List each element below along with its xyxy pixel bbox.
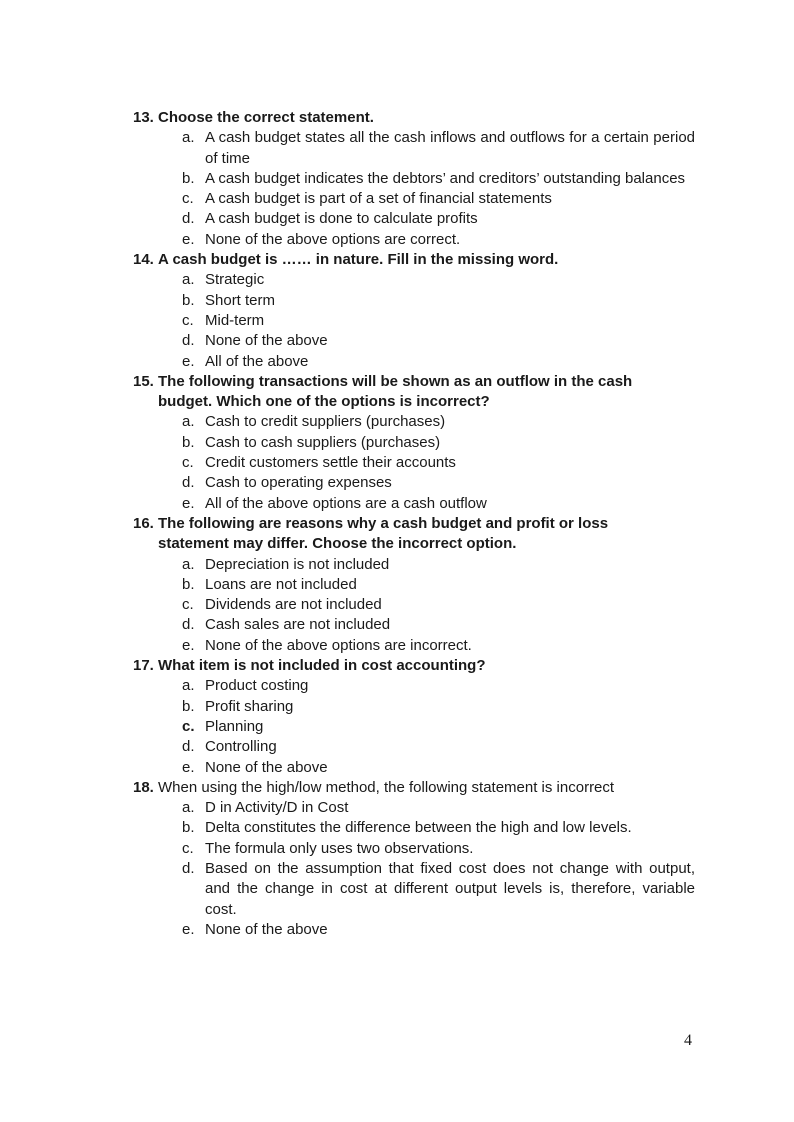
option-text: Cash to credit suppliers (purchases) [205, 413, 446, 431]
option-letter: c. [182, 717, 195, 735]
option-text: None of the above options are correct. [205, 230, 461, 248]
option-a [182, 270, 703, 290]
option-letter: d. [182, 738, 195, 756]
question-17 [133, 656, 703, 778]
option-letter: d. [182, 616, 195, 634]
option-letter: d. [182, 332, 195, 350]
question-heading [133, 108, 703, 128]
question-text: What item is not included in cost accounting? [158, 657, 486, 675]
option-text: None of the above options are incorrect. [205, 636, 472, 654]
option-c [182, 839, 703, 859]
option-a [182, 676, 703, 696]
option-letter: d. [182, 474, 195, 492]
option-letter: e. [182, 758, 195, 776]
option-d [182, 737, 703, 757]
option-letter: a. [182, 799, 195, 817]
option-text: Dividends are not included [205, 596, 382, 614]
option-letter: b. [182, 697, 195, 715]
option-letter: a. [182, 677, 195, 695]
option-letter: e. [182, 920, 195, 938]
option-a [182, 555, 703, 575]
option-letter: d. [182, 859, 195, 877]
option-text: Credit customers settle their accounts [205, 454, 456, 472]
option-c [182, 311, 703, 331]
option-letter: e. [182, 494, 195, 512]
option-text: Short term [205, 291, 276, 309]
question-text: The following transactions will be shown as an outflow in the cash budget. Which one of the options is incorrect? [158, 372, 633, 411]
option-text: Controlling [205, 738, 277, 756]
option-b [182, 818, 703, 838]
option-e [182, 494, 703, 514]
option-text: A cash budget states all the cash inflows and outflows for a certain period of time [205, 129, 695, 167]
question-heading [133, 250, 703, 270]
option-letter: c. [182, 311, 194, 329]
option-letter: d. [182, 210, 195, 228]
option-b [182, 575, 703, 595]
question-number: 15. [133, 372, 154, 390]
option-text: Loans are not included [205, 575, 357, 593]
option-e [182, 920, 703, 940]
option-d [182, 209, 703, 229]
option-letter: b. [182, 291, 195, 309]
question-16 [133, 514, 703, 656]
option-text: All of the above options are a cash outflow [205, 494, 487, 512]
option-letter: c. [182, 454, 194, 472]
option-b [182, 291, 703, 311]
option-letter: c. [182, 190, 194, 208]
question-text: The following are reasons why a cash budget and profit or loss statement may differ. Choose the incorrect option. [158, 514, 609, 553]
option-text: None of the above [205, 758, 328, 776]
option-text: D in Activity/D in Cost [205, 799, 349, 817]
question-text: Choose the correct statement. [158, 109, 374, 126]
option-c [182, 189, 703, 209]
option-e [182, 230, 703, 250]
option-text: All of the above [205, 352, 309, 370]
question-heading [133, 656, 703, 676]
question-number: 13. [133, 109, 154, 126]
question-text: When using the high/low method, the following statement is incorrect [158, 778, 615, 796]
option-e [182, 758, 703, 778]
option-a [182, 798, 703, 818]
option-letter: a. [182, 271, 195, 289]
option-text: None of the above [205, 332, 328, 350]
option-letter: b. [182, 433, 195, 451]
option-letter: c. [182, 596, 194, 614]
option-b [182, 433, 703, 453]
option-text: Mid-term [205, 311, 265, 329]
question-heading [133, 514, 703, 555]
option-text: A cash budget indicates the debtors’ and creditors’ outstanding balances [205, 169, 686, 187]
option-text: Delta constitutes the difference between the high and low levels. [205, 819, 632, 837]
option-letter: e. [182, 230, 195, 248]
question-list [133, 108, 703, 940]
option-text: Planning [205, 717, 264, 735]
option-e [182, 352, 703, 372]
question-15 [133, 372, 703, 514]
option-letter: e. [182, 352, 195, 370]
option-b [182, 169, 703, 189]
question-text: A cash budget is …… in nature. Fill in the missing word. [158, 251, 559, 269]
option-letter: b. [182, 819, 195, 837]
option-d [182, 859, 703, 920]
question-number: 14. [133, 251, 154, 269]
option-text: A cash budget is part of a set of financial statements [205, 190, 552, 208]
option-text: Strategic [205, 271, 265, 289]
page-number: 4 [684, 1032, 692, 1049]
option-d [182, 473, 703, 493]
option-e [182, 636, 703, 656]
option-letter: a. [182, 129, 195, 147]
option-d [182, 615, 703, 635]
option-text: Cash to operating expenses [205, 474, 392, 492]
option-text: Depreciation is not included [205, 555, 390, 573]
option-a [182, 412, 703, 432]
option-text: None of the above [205, 920, 328, 938]
option-c [182, 717, 703, 737]
option-d [182, 331, 703, 351]
question-number: 17. [133, 657, 154, 675]
option-letter: b. [182, 575, 195, 593]
option-text: A cash budget is done to calculate profits [205, 210, 478, 228]
option-text: Product costing [205, 677, 309, 695]
question-number: 18. [133, 778, 154, 796]
option-letter: a. [182, 555, 195, 573]
option-b [182, 697, 703, 717]
option-letter: e. [182, 636, 195, 654]
question-heading [133, 372, 703, 413]
option-text: Profit sharing [205, 697, 294, 715]
option-text: Based on the assumption that fixed cost does not change with output, and the change in cost at different output levels is, therefore, variable cost. [205, 859, 695, 918]
option-letter: c. [182, 839, 194, 857]
option-text: Cash sales are not included [205, 616, 391, 634]
option-letter: b. [182, 169, 195, 187]
option-c [182, 595, 703, 615]
question-heading [133, 778, 703, 798]
option-a [182, 128, 703, 169]
option-text: The formula only uses two observations. [205, 839, 474, 857]
question-18 [133, 778, 703, 940]
question-13 [133, 108, 703, 250]
question-number: 16. [133, 514, 154, 532]
option-text: Cash to cash suppliers (purchases) [205, 433, 441, 451]
option-letter: a. [182, 413, 195, 431]
question-14 [133, 250, 703, 372]
option-c [182, 453, 703, 473]
